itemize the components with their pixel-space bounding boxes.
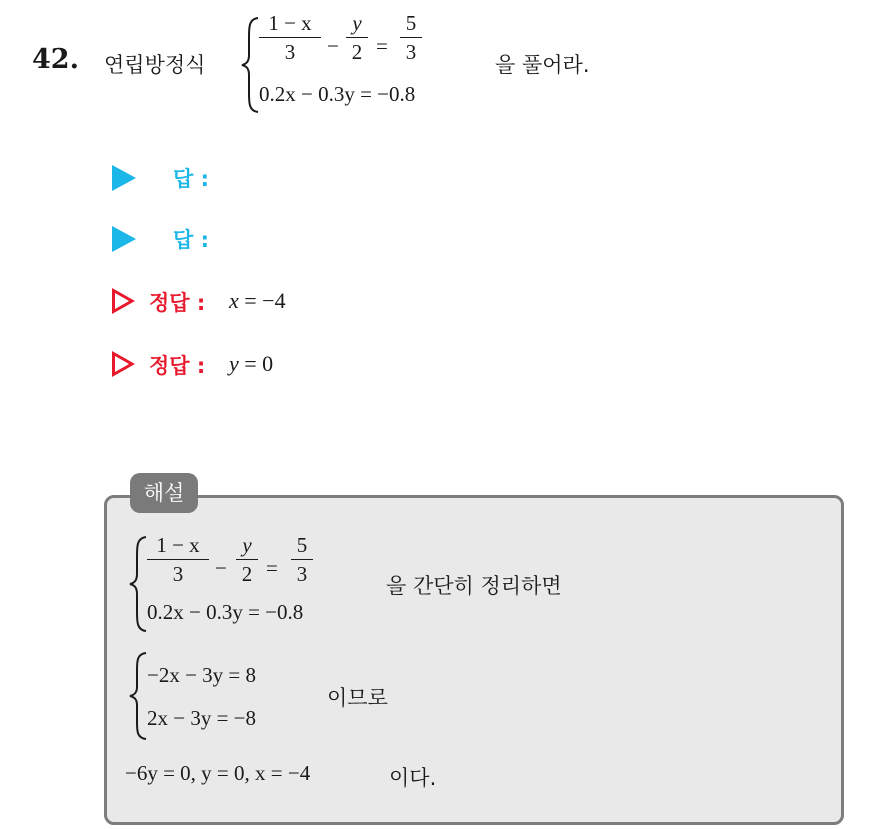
expl-system1-eq2: 0.2x − 0.3y = −0.8 <box>147 600 304 624</box>
expl-system2-eq1: −2x − 3y = 8 <box>147 663 257 687</box>
eq1-fraction-2 <box>346 10 368 65</box>
answer-arrow-icon <box>112 226 136 252</box>
eq1-fraction-1 <box>259 10 321 65</box>
problem-number: 42. <box>32 44 79 75</box>
fraction-denominator: 3 <box>296 562 308 586</box>
fraction-denominator: 3 <box>284 40 296 64</box>
expl-system2-eq2: 2x − 3y = −8 <box>147 706 257 730</box>
expl-note-1: 을 간단히 정리하면 <box>386 574 562 598</box>
solution-value: x = −4 <box>229 288 286 313</box>
eq1-equals: = <box>376 34 388 58</box>
explanation-tag: 해설 <box>130 473 198 513</box>
expl-conclusion-suffix: 이다. <box>389 766 437 790</box>
expl-equals: = <box>266 556 278 580</box>
solution-arrow-icon <box>112 288 135 314</box>
solution-value: y = 0 <box>229 351 274 376</box>
fraction-denominator: 2 <box>241 562 253 586</box>
answer-label: 답 : <box>173 228 209 252</box>
eq1-minus: − <box>327 34 339 58</box>
expl-conclusion: −6y = 0, y = 0, x = −4 <box>125 761 311 785</box>
answer-arrow-icon <box>112 165 136 191</box>
solution-arrow-icon <box>112 351 135 377</box>
solution-label: 정답 : <box>149 291 206 315</box>
problem-suffix: 을 풀어라. <box>495 53 590 77</box>
fraction-numerator: 1 − x <box>268 11 312 35</box>
fraction-denominator: 3 <box>405 40 417 64</box>
fraction-denominator: 2 <box>351 40 363 64</box>
expl-note-2: 이므로 <box>327 686 388 710</box>
answer-label: 답 : <box>173 167 209 191</box>
fraction-numerator: 5 <box>296 533 308 557</box>
fraction-numerator: 5 <box>405 11 417 35</box>
fraction-numerator: y <box>352 11 362 35</box>
eq1-fraction-3 <box>400 10 422 65</box>
system-equation-2: 0.2x − 0.3y = −0.8 <box>259 82 416 106</box>
expl-minus: − <box>215 556 227 580</box>
fraction-numerator: y <box>242 533 252 557</box>
expl-fraction-2 <box>236 532 258 587</box>
fraction-denominator: 3 <box>172 562 184 586</box>
solution-label: 정답 : <box>149 354 206 378</box>
problem-intro: 연립방정식 <box>104 53 206 77</box>
fraction-numerator: 1 − x <box>156 533 200 557</box>
expl-fraction-3 <box>291 532 313 587</box>
expl-fraction-1 <box>147 532 209 587</box>
